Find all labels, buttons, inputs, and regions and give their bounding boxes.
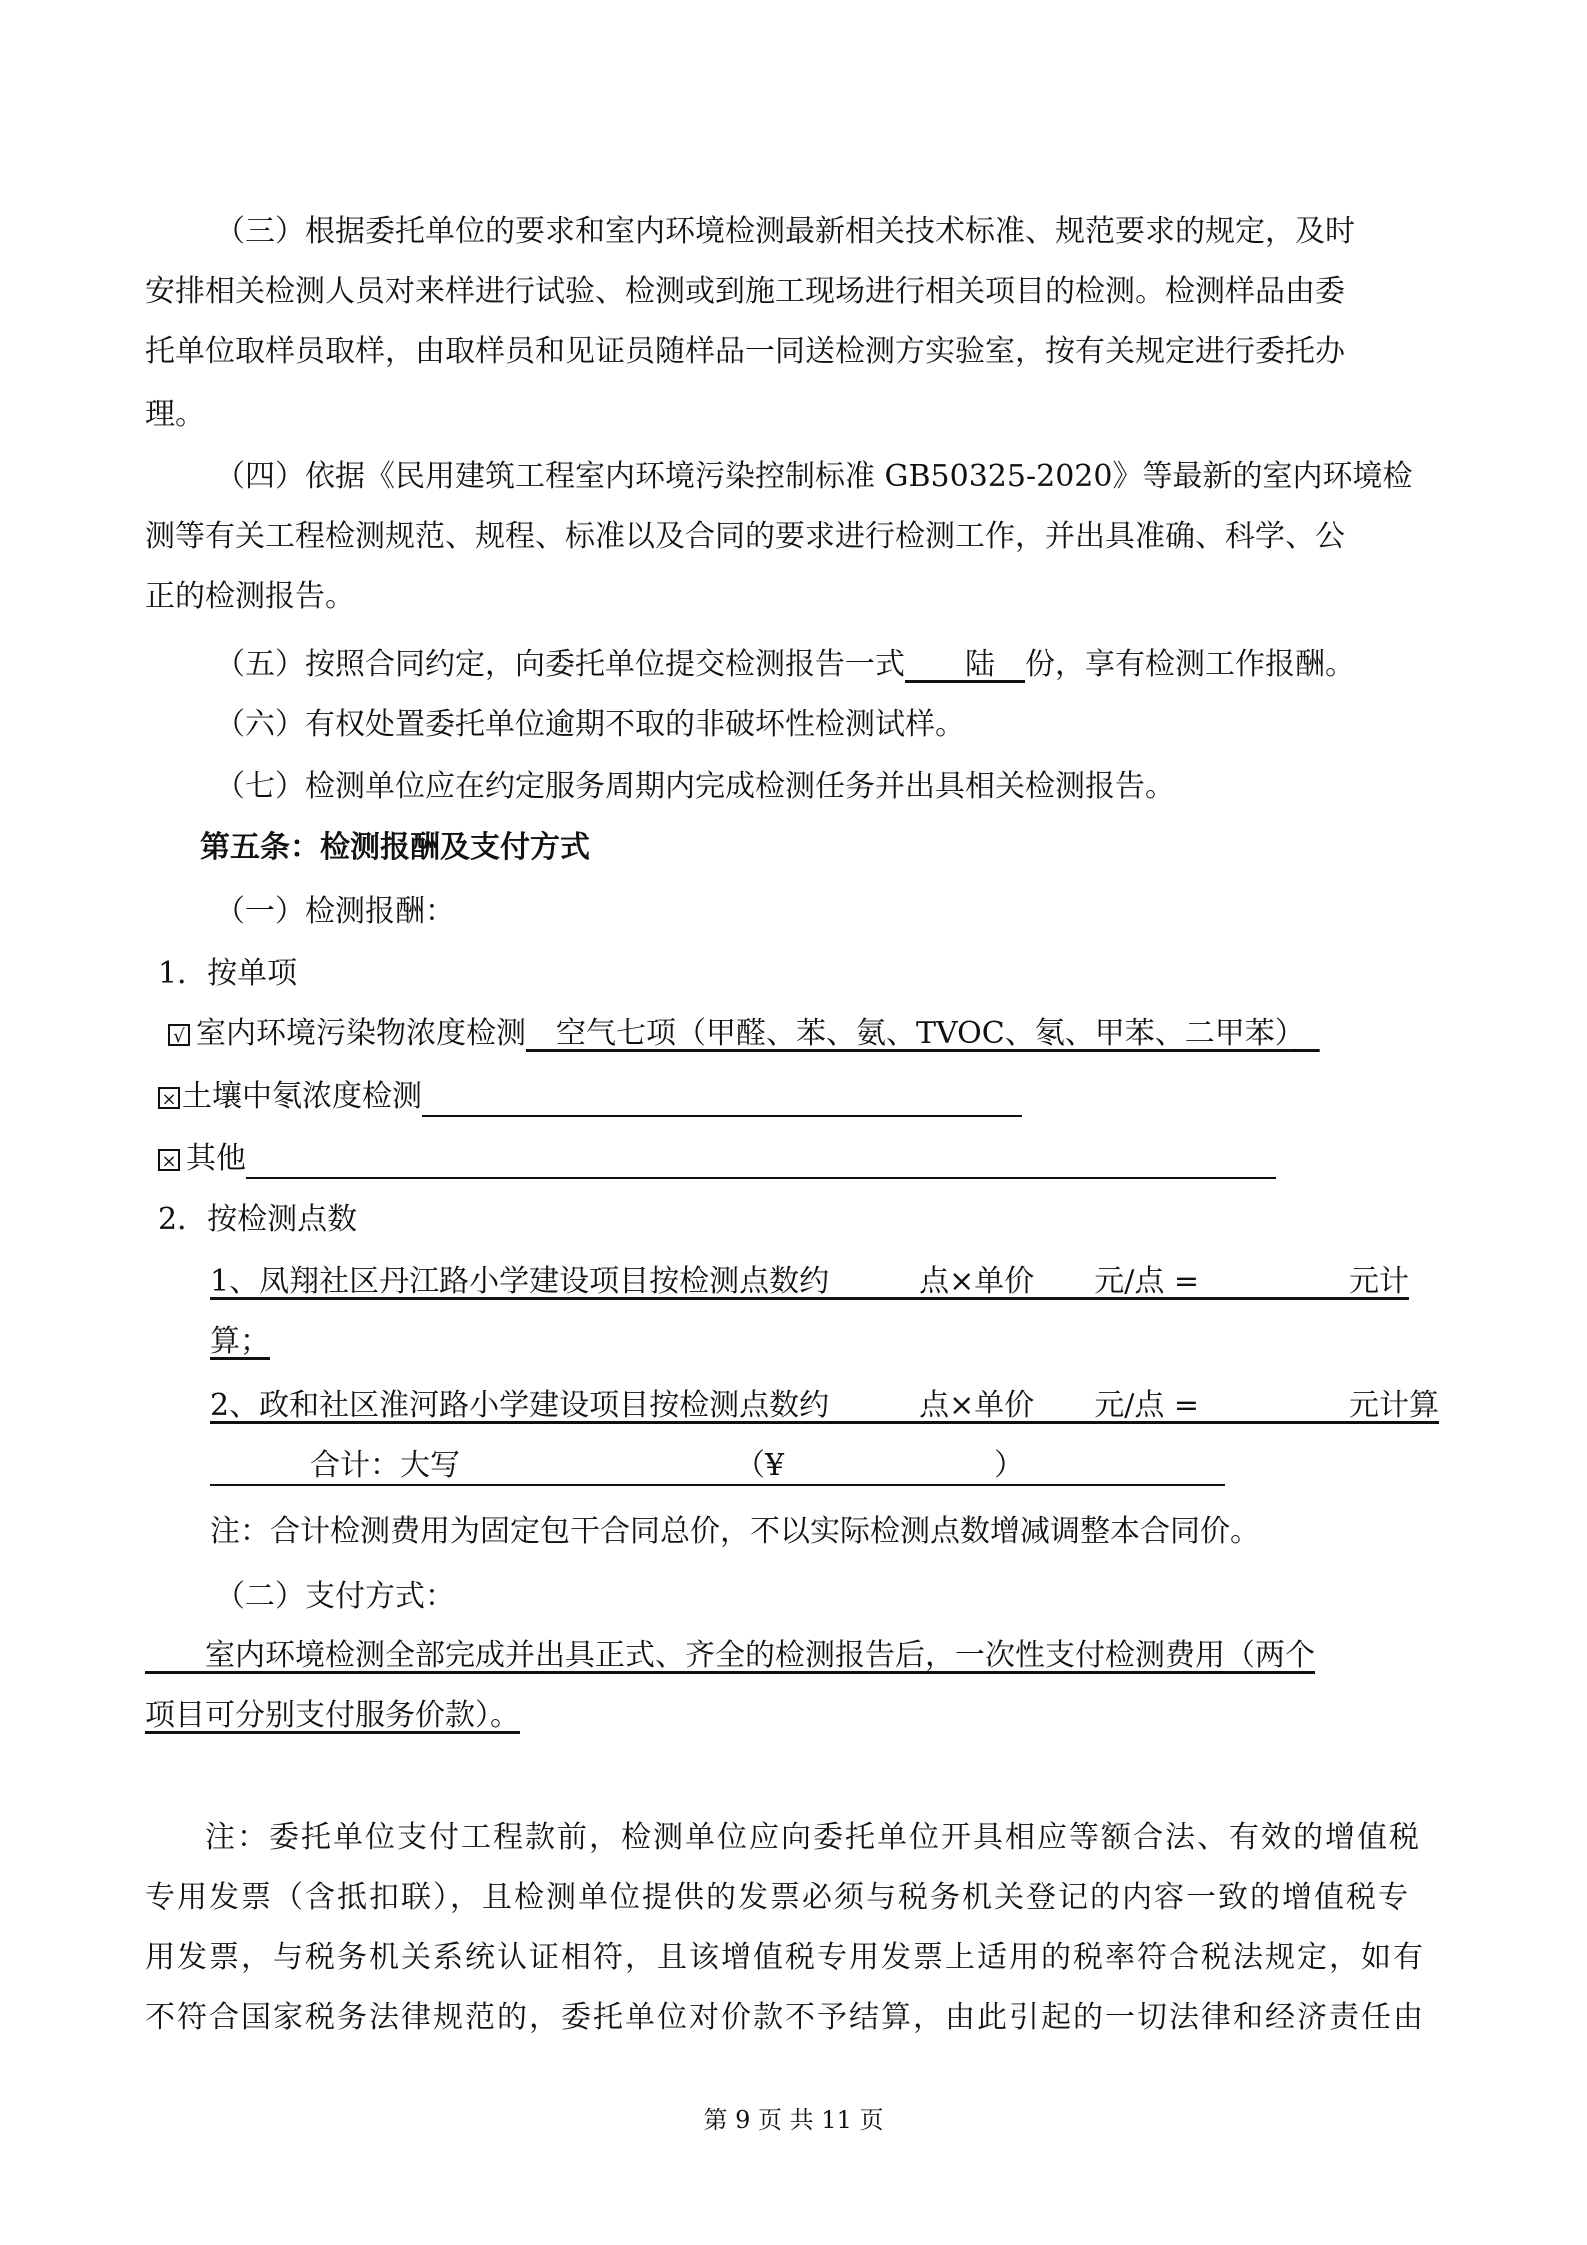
- tax-note-line3: 用发票，与税务机关系统认证相符，且该增值税专用发票上适用的税率符合税法规定，如有: [145, 1940, 1425, 1975]
- item4-line1: （四）依据《民用建筑工程室内环境污染控制标准 GB50325-2020》等最新的室内环境检: [215, 459, 1413, 494]
- article5-sub1: （一）检测报酬：: [215, 894, 455, 929]
- article5-sub2: （二）支付方式：: [215, 1579, 455, 1614]
- item5-line: [215, 645, 1515, 685]
- by-points-heading: 2．按检测点数: [158, 1202, 358, 1237]
- item5-copies: 陆: [965, 647, 995, 682]
- item5-prefix: （五）按照合同约定，向委托单位提交检测报告一式: [215, 647, 905, 682]
- project2-line: 2、政和社区淮河路小学建设项目按检测点数约 点×单价 元/点 = 元计算: [210, 1388, 1440, 1423]
- item5-suffix: 份，享有检测工作报酬。: [1025, 647, 1355, 682]
- checkbox-indoor-line: [168, 1014, 1468, 1054]
- total-underline: [210, 1484, 1225, 1486]
- total-yen: （¥: [735, 1448, 785, 1483]
- checkbox-other-label: 其他: [186, 1141, 246, 1176]
- project1-line1: 1、凤翔社区丹江路小学建设项目按检测点数约 点×单价 元/点 = 元计: [210, 1264, 1410, 1299]
- total-label: 合计：大写: [310, 1448, 460, 1483]
- item3-line4: 理。: [145, 397, 205, 432]
- fixed-price-note: 注：合计检测费用为固定包干合同总价，不以实际检测点数增减调整本合同价。: [210, 1514, 1260, 1549]
- other-fill-line[interactable]: [246, 1143, 1276, 1179]
- payment-line1: 室内环境检测全部完成并出具正式、齐全的检测报告后，一次性支付检测费用（两个: [145, 1638, 1315, 1673]
- soil-fill-line[interactable]: [422, 1081, 1022, 1117]
- project1-line2: 算；: [210, 1324, 270, 1359]
- item3-line3: 托单位取样员取样，由取样员和见证员随样品一同送检测方实验室，按有关规定进行委托办: [145, 334, 1345, 369]
- tax-note-line2: 专用发票（含抵扣联），且检测单位提供的发票必须与税务机关登记的内容一致的增值税专: [145, 1880, 1410, 1915]
- item4-line3: 正的检测报告。: [145, 579, 355, 614]
- checkbox-other[interactable]: ×: [158, 1149, 180, 1171]
- checkbox-other-line: [158, 1139, 1458, 1179]
- payment-line2: 项目可分别支付服务价款）。: [145, 1698, 520, 1733]
- total-line: [210, 1446, 1510, 1486]
- checkbox-soil-line: [158, 1077, 1458, 1117]
- checkbox-indoor[interactable]: √: [168, 1024, 190, 1046]
- page-footer: 第 9 页 共 11 页: [703, 2106, 884, 2134]
- checkbox-indoor-detail: 空气七项（甲醛、苯、氨、TVOC、氡、甲苯、二甲苯）: [556, 1016, 1290, 1051]
- article5-title: 第五条：检测报酬及支付方式: [200, 830, 590, 865]
- total-close: ）: [994, 1448, 1025, 1483]
- checkbox-soil[interactable]: ×: [158, 1087, 180, 1109]
- item7-line: （七）检测单位应在约定服务周期内完成检测任务并出具相关检测报告。: [215, 769, 1175, 804]
- checkbox-indoor-label: 室内环境污染物浓度检测: [196, 1016, 526, 1051]
- checkbox-soil-label: 土壤中氡浓度检测: [182, 1079, 422, 1114]
- item3-line1: （三）根据委托单位的要求和室内环境检测最新相关技术标准、规范要求的规定，及时: [215, 214, 1355, 249]
- tax-note-line1: 注：委托单位支付工程款前，检测单位应向委托单位开具相应等额合法、有效的增值税: [205, 1820, 1421, 1855]
- item4-line2: 测等有关工程检测规范、规程、标准以及合同的要求进行检测工作，并出具准确、科学、公: [145, 519, 1345, 554]
- item3-line2: 安排相关检测人员对来样进行试验、检测或到施工现场进行相关项目的检测。检测样品由委: [145, 274, 1345, 309]
- tax-note-line4: 不符合国家税务法律规范的，委托单位对价款不予结算，由此引起的一切法律和经济责任由: [145, 2000, 1425, 2035]
- item6-line: （六）有权处置委托单位逾期不取的非破坏性检测试样。: [215, 707, 965, 742]
- by-item-heading: 1．按单项: [158, 956, 298, 991]
